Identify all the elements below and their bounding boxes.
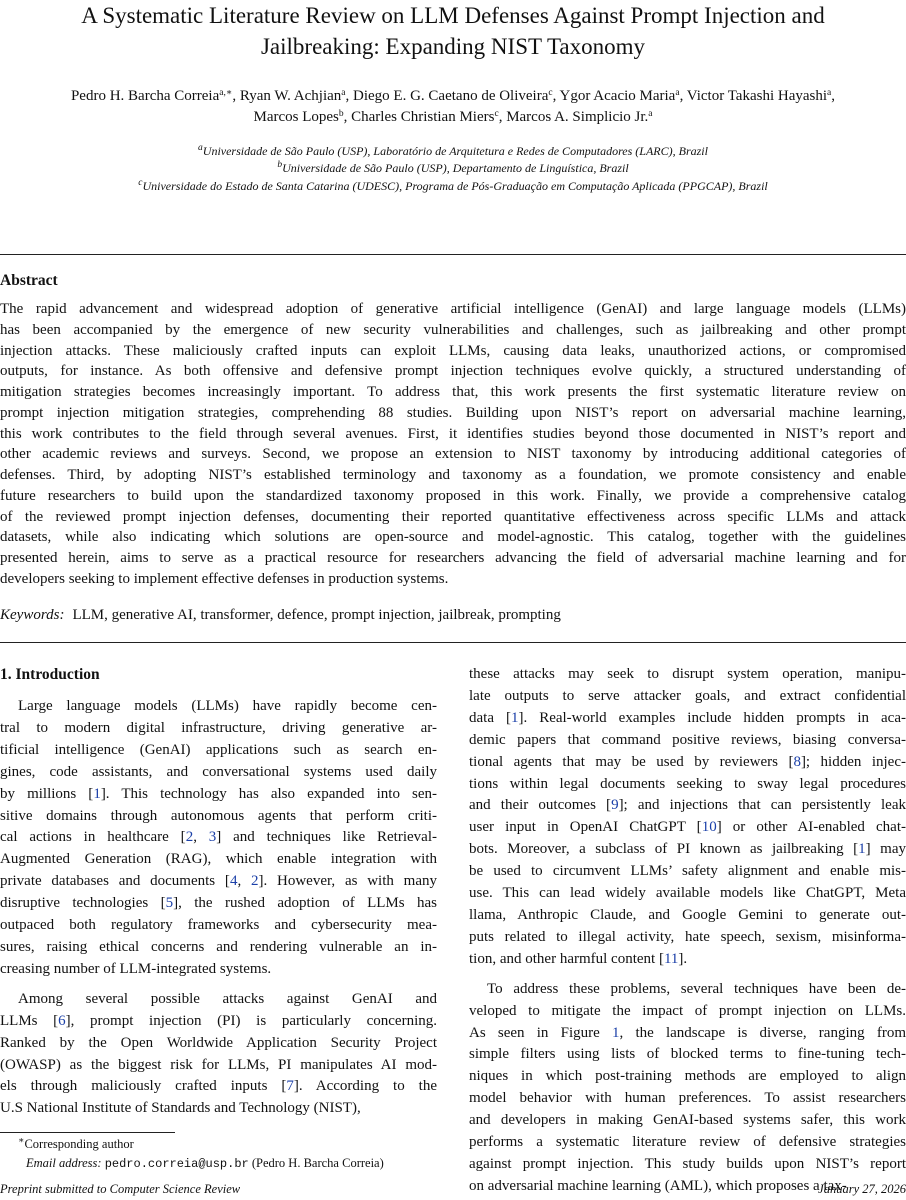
intro-column-right — [469, 664, 906, 1198]
text-run: outpaced both regulatory frameworks and cybersecurity mea- — [0, 917, 437, 934]
text-run: , — [193, 829, 209, 846]
divider-bottom — [0, 642, 906, 643]
text-line — [469, 927, 906, 949]
abstract-line: The rapid advancement and widespread adoption of generative artificial intelligence (GenAI) and large language models (LLMs) — [0, 301, 906, 317]
paragraph — [0, 989, 437, 1120]
citation-link[interactable]: 11 — [663, 950, 679, 967]
abstract-line: of the reviewed prompt injection defenses, documenting their reported quantitative effectiveness across specific LLMs and attack — [0, 508, 906, 525]
affiliation-text: Universidade do Estado de Santa Catarina (UDESC), Programa de Pós-Graduação em Computação Aplicada (PPGCAP), Brazil — [142, 178, 768, 193]
text-run: ], prompt injection (PI) is particularly concerning. — [65, 1012, 437, 1029]
text-line — [469, 883, 906, 905]
text-run: llama, Anthropic Claude, and Google Gemini to generate out- — [469, 906, 906, 923]
citation-link[interactable]: 1 — [510, 709, 519, 726]
paragraph — [469, 664, 906, 971]
text-line — [469, 839, 906, 861]
section-heading: 1. Introduction — [0, 666, 100, 683]
text-run: niques in which post-training methods are employed to align — [469, 1068, 906, 1085]
text-line — [0, 937, 437, 959]
text-run: els through maliciously crafted inputs [ — [0, 1078, 287, 1095]
affiliation-list — [0, 143, 906, 195]
text-line — [469, 979, 906, 1001]
text-run: LLMs [ — [0, 1012, 59, 1029]
author-separator: , — [552, 88, 560, 104]
text-run: on adversarial machine learning (AML), which proposes a tax- — [469, 1177, 847, 1194]
footnote-corresponding-text: Corresponding author — [24, 1137, 134, 1151]
text-line — [469, 774, 906, 796]
text-run: use. This can lead widely available models like ChatGPT, Meta — [469, 885, 906, 902]
text-run: creasing number of LLM-integrated systems. — [0, 960, 272, 977]
text-line — [0, 989, 437, 1011]
text-run: model behavior with human preferences. To assist researchers — [469, 1090, 906, 1107]
text-run: (OWASP) as the biggest risk for LLMs, PI manipulates AI mod- — [0, 1056, 437, 1073]
abstract-line: has been accompanied by the emergence of new security vulnerabilities and challenges, such as jailbreaking and other prompt — [0, 321, 906, 338]
text-run: tions within legal documents seeking to sway legal procedures — [469, 775, 906, 792]
footnote-corresponding — [0, 1135, 384, 1154]
keywords — [0, 605, 561, 626]
author-separator: , — [679, 88, 687, 104]
text-run: Ranked by the Open Worldwide Application Security Project — [0, 1034, 437, 1051]
text-line — [0, 784, 437, 806]
text-run: ], the rushed adoption of LLMs has — [173, 895, 437, 912]
keywords-label: Keywords: — [0, 607, 65, 623]
title-line-2: Jailbreaking: Expanding NIST Taxonomy — [260, 34, 645, 59]
paragraph — [0, 696, 437, 981]
citation-link[interactable]: 2 — [250, 873, 259, 890]
text-run: ]; and injections that can persistently leak — [618, 797, 906, 814]
text-line — [469, 949, 906, 971]
author-name: Marcos A. Simplicio Jr. — [506, 109, 649, 125]
abstract-line: mitigation strategies becomes increasingly important. To address that, this work presents the first systematic literature review on — [0, 384, 906, 400]
text-run: Among several possible attacks against GenAI and — [18, 990, 437, 1007]
citation-link[interactable]: 2 — [185, 829, 194, 846]
text-run: ] or other AI-enabled chat- — [716, 819, 906, 836]
text-line — [469, 1110, 906, 1132]
author-separator: , — [498, 109, 507, 125]
abstract-body — [0, 299, 906, 590]
text-line — [469, 664, 906, 686]
text-run: be used to circumvent LLMs’ safety alignment and enable mis- — [469, 863, 906, 880]
author-separator: , — [345, 88, 354, 104]
text-run: , — [237, 873, 251, 890]
text-run: sures, raising ethical concerns and rendering vulnerable an in- — [0, 938, 437, 955]
email-label: Email address: — [26, 1156, 102, 1170]
author-name: Victor Takashi Hayashi — [686, 88, 828, 104]
author-affiliation-mark: b — [338, 109, 344, 119]
text-run: ]. However, as with many — [258, 873, 438, 890]
text-line — [469, 1001, 906, 1023]
affiliation — [0, 143, 906, 160]
footnote-mark: ∗ — [18, 1136, 25, 1146]
abstract-line: defenses. Third, by adopting NIST’s established terminology and taxonomy as a foundation, we promote consistency and enable — [0, 467, 906, 483]
text-run: ] may — [865, 841, 906, 858]
keywords-text: LLM, generative AI, transformer, defence, prompt injection, jailbreak, prompting — [72, 607, 561, 623]
email-link[interactable]: pedro.correia@usp.br — [104, 1157, 249, 1171]
author-affiliation-mark: a,∗ — [219, 88, 233, 98]
text-line — [469, 1154, 906, 1176]
author-name: Diego E. G. Caetano de Oliveira — [353, 88, 549, 104]
paper-title — [0, 0, 906, 62]
text-line — [0, 827, 437, 849]
footnote-divider — [0, 1132, 175, 1133]
text-run: gines, code assistants, and conversational systems used daily — [0, 763, 437, 780]
citation-link[interactable]: 8 — [793, 753, 801, 770]
text-line — [0, 849, 437, 871]
text-run: disruptive technologies [ — [0, 895, 166, 912]
text-line — [469, 905, 906, 927]
author-name: Ryan W. Achjian — [239, 88, 342, 104]
footer-preprint: Preprint submitted to Computer Science Review — [0, 1182, 241, 1196]
citation-link[interactable]: 10 — [701, 819, 717, 836]
text-run: ]; hidden injec- — [800, 753, 906, 770]
abstract-line: developers seeking to implement effective defenses in production systems. — [0, 570, 449, 587]
citation-link[interactable]: 7 — [286, 1078, 294, 1095]
abstract-line: presented herein, aims to serve as a practical resource for researchers advancing the field of adversarial machine learning and for — [0, 550, 906, 566]
text-run: ] and techniques like Retrieval- — [216, 829, 437, 846]
text-run: , the landscape is diverse, ranging from — [619, 1024, 906, 1041]
author-list — [0, 86, 906, 128]
author-affiliation-mark: a — [827, 88, 832, 98]
text-run: and their outcomes [ — [469, 797, 612, 814]
affiliation — [0, 160, 906, 177]
text-run: Large language models (LLMs) have rapidly become cen- — [18, 698, 437, 714]
text-run: sitive domains through autonomous agents that perform criti- — [0, 807, 437, 824]
footnote-email — [0, 1154, 384, 1174]
text-line — [469, 686, 906, 708]
text-run: U.S National Institute of Standards and Technology (NIST), — [0, 1100, 361, 1117]
author-line — [0, 86, 906, 107]
text-run: these attacks may seek to disrupt system operation, manipu- — [469, 666, 906, 682]
author-line — [0, 107, 906, 128]
author-affiliation-mark: c — [494, 109, 499, 119]
abstract-line: this work contributes to the field through several avenues. First, it identifies studies beyond those documented in NIST’s report and — [0, 425, 906, 442]
affiliation-mark: b — [277, 160, 283, 171]
text-run: data [ — [469, 709, 511, 726]
author-affiliation-mark: a — [675, 88, 680, 98]
text-run: cal actions in healthcare [ — [0, 829, 186, 846]
affiliation-mark: a — [198, 143, 203, 153]
affiliation — [0, 178, 906, 195]
text-run: tificial intelligence (GenAI) applications such as search en- — [0, 741, 437, 758]
text-run: ]. Real-world examples include hidden prompts in aca- — [518, 709, 906, 726]
text-run: simple filters using lists of blocked terms to fine-tuning tech- — [469, 1046, 906, 1063]
text-run: by millions [ — [0, 785, 94, 802]
paragraph-gap — [0, 981, 437, 989]
text-line — [469, 795, 906, 817]
paragraph-gap — [469, 971, 906, 979]
author-name: Ygor Acacio Maria — [559, 88, 676, 104]
text-run: and developers in making GenAI-based systems safer, this work — [469, 1112, 906, 1129]
text-line — [469, 1044, 906, 1066]
citation-link[interactable]: 3 — [208, 829, 217, 846]
abstract-line: prompt injection mitigation strategies, comprehending 88 studies. Building upon NIST’s report on adversarial machine learning, — [0, 404, 906, 421]
text-line — [469, 861, 906, 883]
text-line — [0, 762, 437, 784]
text-line — [0, 1033, 437, 1055]
text-line — [0, 1076, 437, 1098]
text-line — [0, 871, 437, 893]
text-line — [0, 893, 437, 915]
author-separator: , — [831, 88, 836, 104]
text-run: against prompt injection. This study builds upon NIST’s report — [469, 1155, 906, 1172]
text-line — [469, 1066, 906, 1088]
divider-top — [0, 254, 906, 255]
text-run: ]. — [678, 950, 688, 967]
text-line — [469, 730, 906, 752]
title-line-1: A Systematic Literature Review on LLM Defenses Against Prompt Injection and — [81, 3, 825, 28]
text-run: veloped to mitigate the impact of prompt injection on LLMs. — [469, 1002, 906, 1019]
email-owner: (Pedro H. Barcha Correia) — [251, 1156, 384, 1170]
text-run: ]. According to the — [293, 1078, 437, 1095]
author-separator: , — [232, 88, 240, 104]
abstract-line: datasets, while also indicating which solutions are open-source and model-agnostic. This catalog, together with the guidelines — [0, 529, 906, 546]
abstract-line: future researchers to build upon the standardized taxonomy proposed in this work. Finally, we provide a comprehensive catalog — [0, 487, 906, 504]
author-affiliation-mark: a — [341, 88, 346, 98]
abstract-line: outputs, for instance. As both offensive and defensive prompt injection techniques evolve quickly, a structured understanding of — [0, 363, 906, 380]
author-name: Charles Christian Miers — [351, 109, 495, 125]
text-line — [0, 718, 437, 740]
text-line — [0, 1011, 437, 1033]
text-line — [469, 1132, 906, 1154]
text-line — [469, 708, 906, 730]
citation-link[interactable]: 4 — [229, 873, 238, 890]
paragraph — [469, 979, 906, 1198]
text-line — [0, 959, 437, 981]
abstract-line: injection attacks. These maliciously crafted inputs can exploit LLMs, causing data leaks, unauthorized actions, or compromised — [0, 342, 906, 359]
text-run: demic papers that command positive reviews, biasing conversa- — [469, 731, 906, 748]
text-run: tional agents that may be used by reviewers [ — [469, 753, 794, 770]
text-line — [469, 752, 906, 774]
abstract-heading: Abstract — [0, 272, 58, 289]
citation-link[interactable]: 9 — [611, 797, 619, 814]
text-line — [0, 806, 437, 828]
text-run: private databases and documents [ — [0, 873, 230, 890]
text-run: Augmented Generation (RAG), which enable integration with — [0, 851, 437, 868]
text-line — [0, 1098, 437, 1120]
text-line — [0, 1055, 437, 1077]
text-line — [0, 915, 437, 937]
author-name: Marcos Lopes — [253, 109, 339, 125]
affiliation-text: Universidade de São Paulo (USP), Laboratório de Arquitetura e Redes de Computadores (LARC), Brazil — [202, 144, 708, 158]
affiliation-text: Universidade de São Paulo (USP), Departamento de Linguística, Brazil — [282, 161, 629, 176]
text-run: performs a systematic literature review of defensive strategies — [469, 1134, 906, 1151]
citation-link[interactable]: 6 — [58, 1012, 66, 1029]
text-run: tral to modern digital infrastructure, driving generative ar- — [0, 719, 437, 736]
text-run: bots. Moreover, a subclass of PI known as jailbreaking [ — [469, 841, 859, 858]
text-run: tion, and other harmful content [ — [469, 950, 664, 967]
intro-column-left — [0, 664, 437, 1120]
text-run: ]. This technology has also expanded into sen- — [100, 785, 438, 802]
text-line — [469, 817, 906, 839]
author-separator: , — [343, 109, 352, 125]
author-affiliation-mark: a — [648, 109, 653, 119]
text-run: As seen in Figure — [469, 1024, 612, 1041]
footer-date: January 27, 2026 — [818, 1182, 906, 1196]
text-run: puts related to illegal activity, hate speech, sexism, misinforma- — [469, 928, 906, 945]
affiliation-mark: c — [138, 177, 143, 188]
footnotes — [0, 1135, 384, 1174]
citation-link[interactable]: 1 — [858, 841, 866, 858]
citation-link[interactable]: 1 — [93, 785, 101, 802]
text-run: late outputs to serve attacker goals, and extract confidential — [469, 687, 906, 704]
abstract-line: other academic reviews and surveys. Second, we propose an extension to NIST taxonomy by introducing additional categories of — [0, 446, 906, 463]
text-run: user input in OpenAI ChatGPT [ — [469, 819, 702, 836]
author-affiliation-mark: c — [548, 88, 553, 98]
text-line — [0, 740, 437, 762]
citation-link[interactable]: 5 — [165, 895, 174, 912]
text-run: To address these problems, several techniques have been de- — [487, 980, 906, 997]
citation-link[interactable]: 1 — [611, 1024, 620, 1041]
text-line — [469, 1088, 906, 1110]
text-line — [0, 696, 437, 718]
author-name: Pedro H. Barcha Correia — [70, 88, 220, 104]
text-line — [469, 1023, 906, 1045]
